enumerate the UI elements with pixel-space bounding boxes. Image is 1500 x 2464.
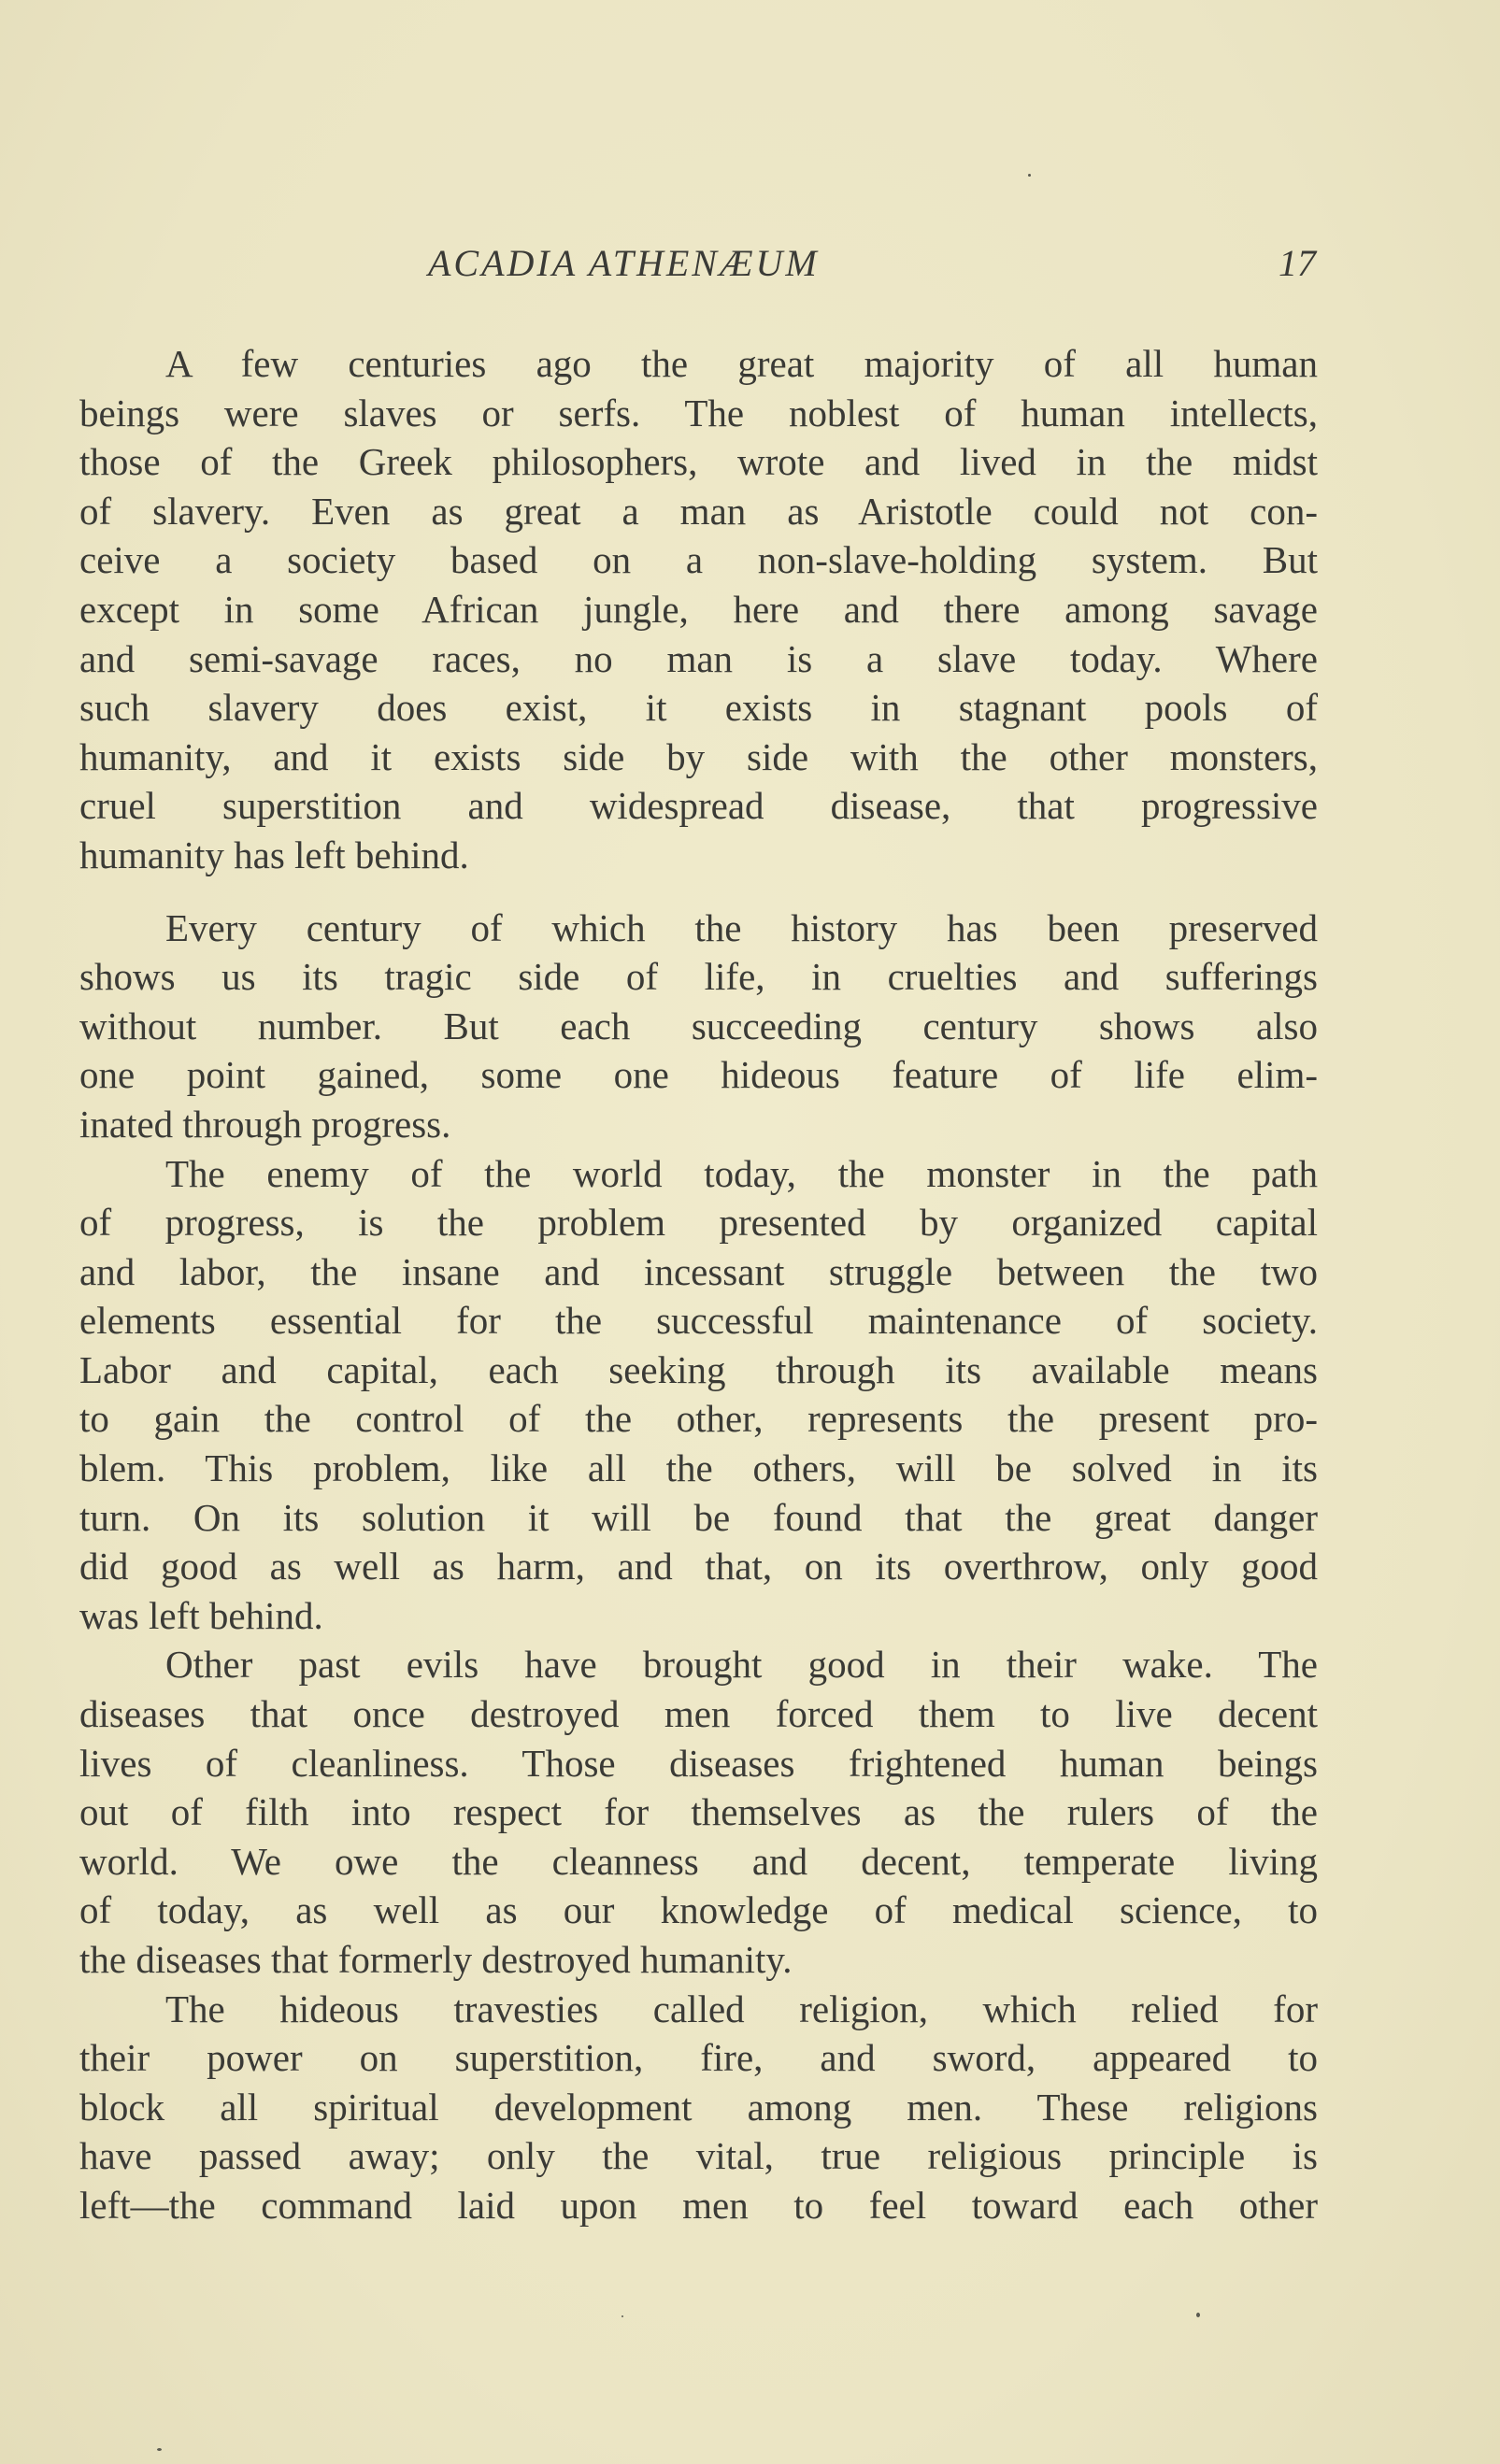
text-line: of slavery. Even as great a man as Aristotle could not con-	[79, 489, 1318, 533]
text-line: The enemy of the world today, the monster in the path	[165, 1151, 1318, 1195]
text-line: lives of cleanliness. Those diseases frightened human beings	[79, 1741, 1318, 1785]
text-line: humanity, and it exists side by side with the other monsters,	[79, 734, 1318, 778]
paragraph	[79, 904, 1318, 1149]
text-line: diseases that once destroyed men forced them to live decent	[79, 1692, 1318, 1736]
text-line: block all spiritual development among men. These religions	[79, 2085, 1318, 2129]
text-line: blem. This problem, like all the others, will be solved in its	[79, 1446, 1318, 1490]
paper-speck	[1196, 2313, 1200, 2317]
paper-speck	[1028, 174, 1031, 177]
text-line: inated through progress.	[79, 1102, 451, 1146]
text-line: A few centuries ago the great majority of all human	[165, 342, 1318, 385]
text-line: left—the command laid upon men to feel toward each other	[79, 2183, 1318, 2227]
text-line: shows us its tragic side of life, in cruelties and sufferings	[79, 955, 1318, 999]
text-line: turn. On its solution it will be found that the great danger	[79, 1495, 1318, 1539]
text-line: Every century of which the history has been preserved	[165, 905, 1318, 949]
text-line: the diseases that formerly destroyed humanity.	[79, 1938, 793, 1981]
paragraph	[79, 1149, 1318, 1641]
text-line: out of filth into respect for themselves as the rulers of the	[79, 1790, 1318, 1834]
text-line: and labor, the insane and incessant struggle between the two	[79, 1249, 1318, 1293]
paper-speck	[621, 2315, 623, 2317]
text-line: of today, as well as our knowledge of medical science, to	[79, 1888, 1318, 1932]
text-line: their power on superstition, fire, and sword, appeared to	[79, 2036, 1318, 2080]
text-line: and semi-savage races, no man is a slave today. Where	[79, 636, 1318, 680]
text-line: ceive a society based on a non-slave-holding system. But	[79, 538, 1318, 582]
text-line: The hideous travesties called religion, which relied for	[165, 1987, 1318, 2030]
text-line: to gain the control of the other, represents the present pro-	[79, 1397, 1318, 1441]
text-line: except in some African jungle, here and there among savage	[79, 587, 1318, 631]
text-line: was left behind.	[79, 1593, 323, 1637]
running-header	[428, 241, 1316, 297]
paragraph	[79, 339, 1318, 880]
text-line: beings were slaves or serfs. The noblest of human intellects,	[79, 391, 1318, 434]
text-line: such slavery does exist, it exists in stagnant pools of	[79, 686, 1318, 730]
text-line: one point gained, some one hideous feature of life elim-	[79, 1053, 1318, 1097]
text-line: cruel superstition and widespread disease, that progressive	[79, 784, 1318, 828]
body-text	[79, 339, 1318, 2230]
text-line: elements essential for the successful maintenance of society.	[79, 1299, 1318, 1343]
page-number: 17	[1279, 242, 1316, 284]
text-line: did good as well as harm, and that, on its overthrow, only good	[79, 1545, 1318, 1588]
text-line: those of the Greek philosophers, wrote and lived in the midst	[79, 440, 1318, 484]
text-line: Other past evils have brought good in their wake. The	[165, 1643, 1318, 1687]
text-line: have passed away; only the vital, true religious principle is	[79, 2134, 1318, 2178]
text-line: of progress, is the problem presented by organized capital	[79, 1201, 1318, 1245]
paper-speck	[157, 2448, 162, 2451]
paragraph-gap	[79, 880, 1318, 904]
text-line: humanity has left behind.	[79, 833, 469, 876]
paragraph	[79, 1985, 1318, 2230]
text-line: without number. But each succeeding century shows also	[79, 1004, 1318, 1047]
journal-title: ACADIA ATHENÆUM	[428, 242, 820, 284]
text-line: Labor and capital, each seeking through its available means	[79, 1347, 1318, 1391]
paragraph	[79, 1640, 1318, 1984]
text-line: world. We owe the cleanness and decent, temperate living	[79, 1839, 1318, 1883]
